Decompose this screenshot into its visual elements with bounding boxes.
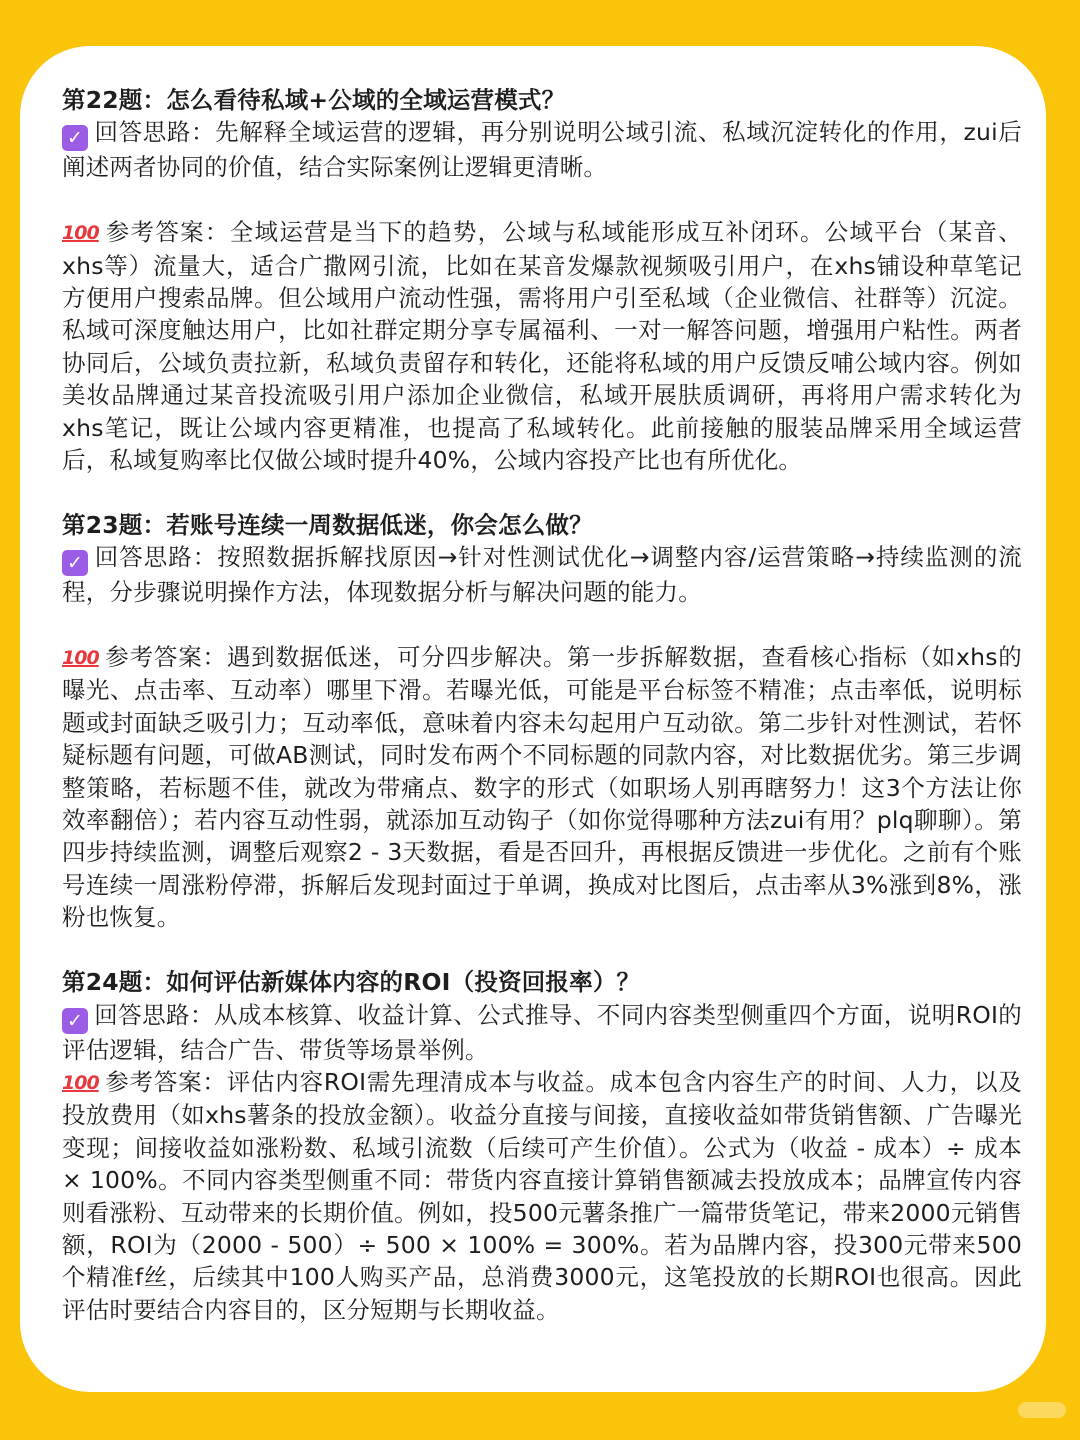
hint-text: 按照数据拆解找原因→针对性测试优化→调整内容/运营策略→持续监测的流程，分步骤说明操作方法，体现数据分析与解决问题的能力。 bbox=[62, 543, 1023, 607]
hint-label: 回答思路： bbox=[94, 1000, 214, 1029]
hint-text: 先解释全域运营的逻辑，再分别说明公域引流、私域沉淀转化的作用，zui后阐述两者协同的价值，结合实际案例让逻辑更清晰。 bbox=[62, 118, 1023, 182]
hundred-points-icon: 100 bbox=[62, 222, 99, 245]
reference-answer bbox=[62, 641, 1022, 934]
question-section bbox=[62, 84, 1022, 476]
answer-label: 参考答案： bbox=[104, 643, 227, 672]
check-mark-icon: ✓ bbox=[62, 125, 88, 151]
reference-answer bbox=[62, 216, 1022, 476]
answer-label: 参考答案： bbox=[104, 218, 230, 247]
answer-text: 遇到数据低迷，可分四步解决。第一步拆解数据，查看核心指标（如xhs的曝光、点击率、互动率）哪里下滑。若曝光低，可能是平台标签不精准；点击率低，说明标题或封面缺乏吸引力；互动率低，意味着内容未勾起用户互动欲。第二步针对性测试，若怀疑标题有问题，可做AB测试，同时发布两个不同标题的同款内容，对比数据优劣。第三步调整策略，若标题不佳，就改为带痛点、数字的形式（如职场人别再瞎努力！这3个方法让你效率翻倍）；若内容互动性弱，就添加互动钩子（如你觉得哪种方法zui有用？plq聊聊）。第四步持续监测，调整后观察2 - 3天数据，看是否回升，再根据反馈进一步优化。之前有个账号连续一周涨粉停滞，拆解后发现封面过于单调，换成对比图后，点击率从3%涨到8%，涨粉也恢复。 bbox=[62, 643, 1023, 932]
reference-answer bbox=[62, 1066, 1022, 1326]
hint-label: 回答思路： bbox=[94, 118, 216, 147]
hint-text: 从成本核算、收益计算、公式推导、不同内容类型侧重四个方面，说明ROI的评估逻辑，结合广告、带货等场景举例。 bbox=[62, 1000, 1023, 1064]
question-section bbox=[62, 966, 1022, 1326]
hundred-points-icon: 100 bbox=[62, 1071, 99, 1094]
question-section bbox=[62, 509, 1022, 934]
document-body bbox=[62, 84, 1022, 1326]
answer-label: 参考答案： bbox=[104, 1067, 227, 1096]
watermark bbox=[1018, 1402, 1066, 1418]
check-mark-icon: ✓ bbox=[62, 1008, 88, 1034]
answer-hint bbox=[62, 116, 1022, 183]
question-title: 第23题：若账号连续一周数据低迷，你会怎么做？ bbox=[62, 510, 593, 539]
check-mark-icon: ✓ bbox=[62, 550, 88, 576]
answer-hint bbox=[62, 541, 1022, 608]
answer-text: 评估内容ROI需先理清成本与收益。成本包含内容生产的时间、人力，以及投放费用（如xhs薯条的投放金额）。收益分直接与间接，直接收益如带货销售额、广告曝光变现；间接收益如涨粉数、私域引流数（后续可产生价值）。公式为（收益 - 成本）÷ 成本 × 100%。不同内容类型侧重不同：带货内容直接计算销售额减去投放成本；品牌宣传内容则看涨粉、互动带来的长期价值。例如，投500元薯条推广一篇带货笔记，带来2000元销售额，ROI为（2000 - 500）÷ 500 × 100% = 300%。若为品牌内容，投300元带来500个精准f丝，后续其中100人购买产品，总消费3000元，这笔投放的长期ROI也很高。因此评估时要结合内容目的，区分短期与长期收益。 bbox=[62, 1067, 1022, 1324]
hundred-points-icon: 100 bbox=[62, 647, 99, 670]
question-title: 第24题：如何评估新媒体内容的ROI（投资回报率）？ bbox=[62, 968, 641, 997]
answer-hint bbox=[62, 999, 1022, 1066]
answer-text: 全域运营是当下的趋势，公域与私域能形成互补闭环。公域平台（某音、xhs等）流量大，适合广撒网引流，比如在某音发爆款视频吸引用户，在xhs铺设种草笔记方便用户搜索品牌。但公域用户流动性强，需将用户引至私域（企业微信、社群等）沉淀。私域可深度触达用户，比如社群定期分享专属福利、一对一解答问题，增强用户粘性。两者协同后，公域负责拉新，私域负责留存和转化，还能将私域的用户反馈反哺公域内容。例如美妆品牌通过某音投流吸引用户添加企业微信，私域开展肤质调研，再将用户需求转化为xhs笔记，既让公域内容更精准，也提高了私域转化。此前接触的服装品牌采用全域运营后，私域复购率比仅做公域时提升40%，公域内容投产比也有所优化。 bbox=[62, 218, 1023, 475]
question-title: 第22题：怎么看待私域+公域的全域运营模式？ bbox=[62, 86, 566, 114]
hint-label: 回答思路： bbox=[94, 543, 218, 572]
